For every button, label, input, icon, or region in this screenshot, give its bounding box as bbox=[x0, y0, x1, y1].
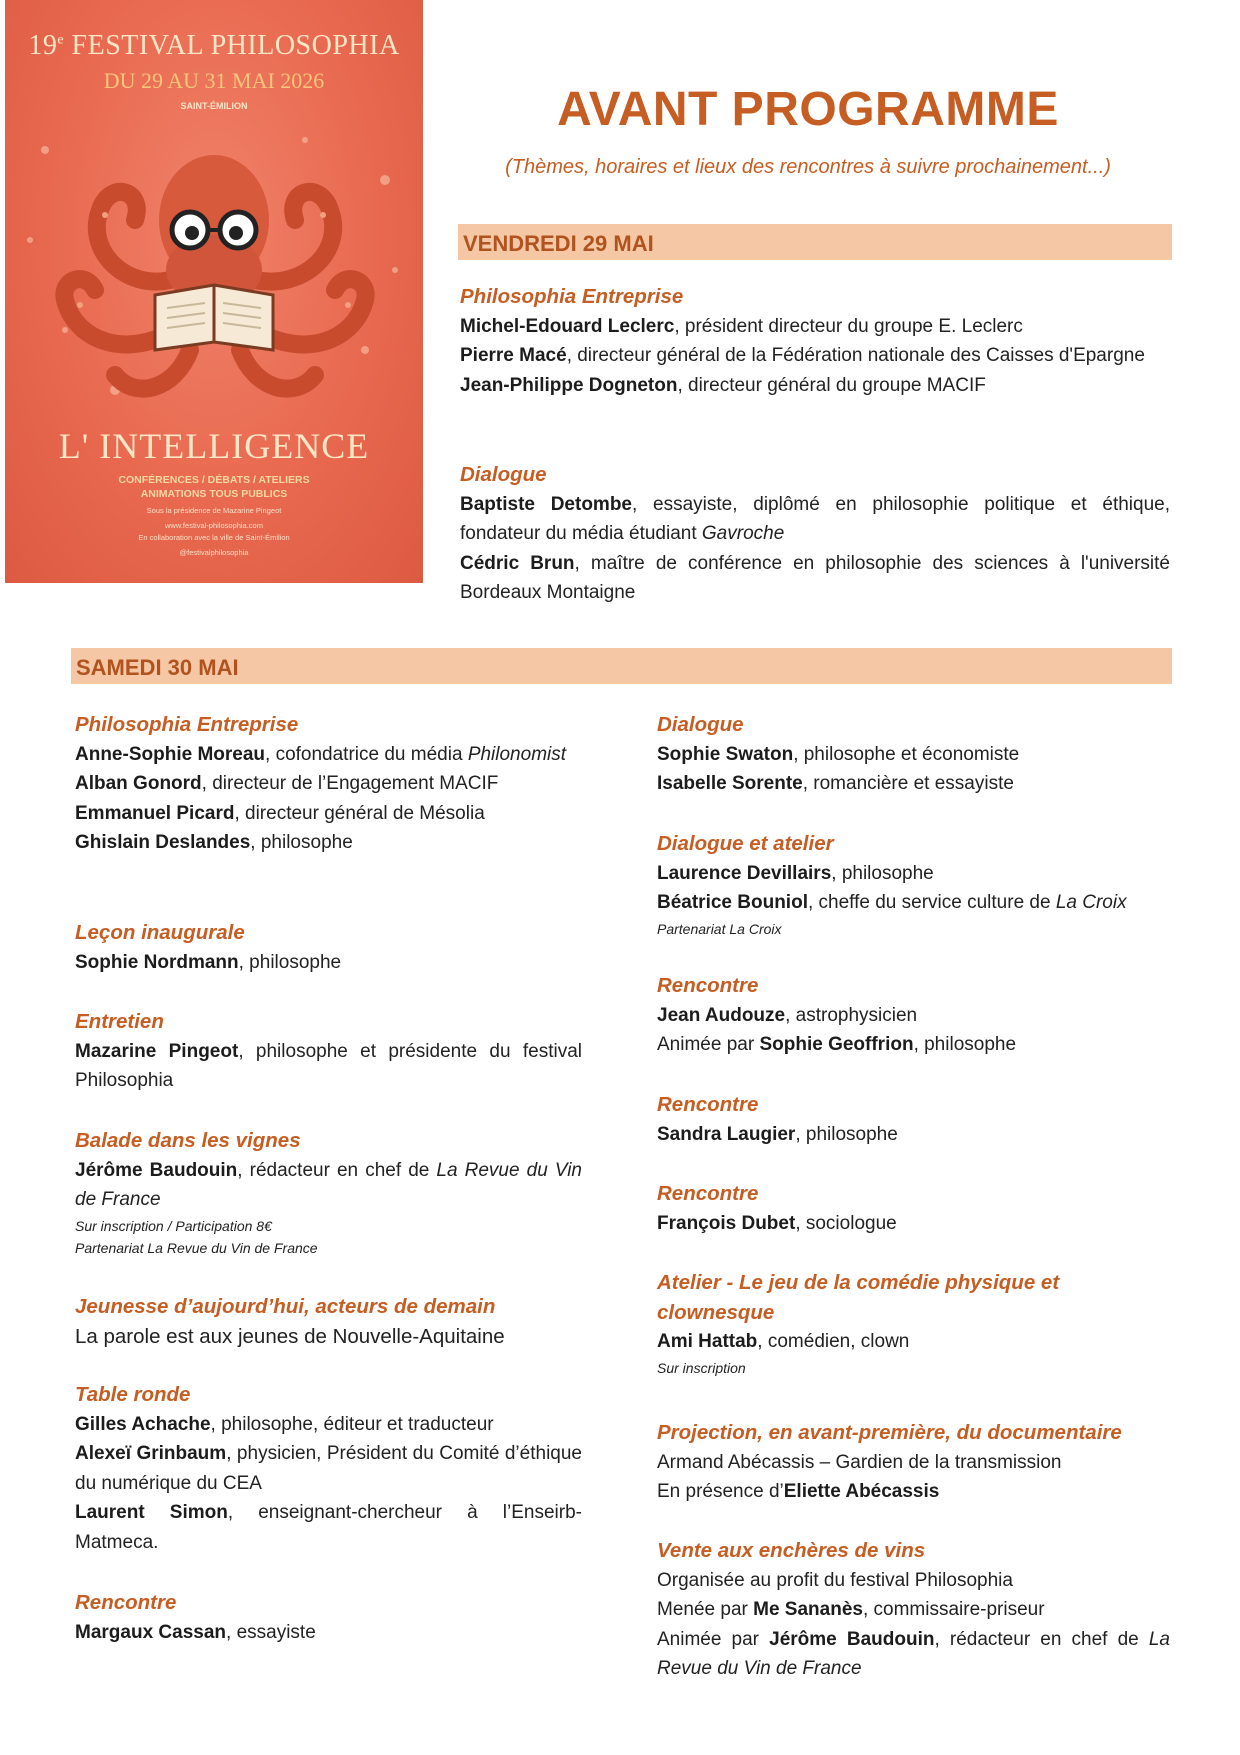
poster-dates: DU 29 AU 31 MAI 2026 bbox=[103, 68, 325, 93]
event-title: Rencontre bbox=[75, 1591, 177, 1614]
event-title: Dialogue bbox=[460, 463, 547, 486]
speaker: Emmanuel Picard, directeur général de Mésolia bbox=[75, 802, 485, 824]
event-title: Vente aux enchères de vins bbox=[657, 1539, 926, 1562]
speaker: Alban Gonord, directeur de l’Engagement MACIF bbox=[75, 773, 499, 794]
event-block bbox=[75, 918, 582, 977]
speaker: Margaux Cassan, essayiste bbox=[75, 1621, 316, 1643]
event-title: Rencontre bbox=[657, 974, 759, 997]
event-title: Entretien bbox=[75, 1010, 164, 1033]
speaker: François Dubet, sociologue bbox=[657, 1212, 897, 1234]
festival-poster bbox=[5, 0, 423, 583]
poster-place: SAINT-ÉMILION bbox=[180, 101, 248, 111]
event-line: Organisée au profit du festival Philosophia bbox=[657, 1569, 1013, 1591]
poster-small-1: Sous la présidence de Mazarine Pingeot bbox=[146, 506, 282, 515]
event-title: Dialogue et atelier bbox=[657, 832, 834, 855]
auctioneer: Menée par Me Sananès, commissaire-priseur bbox=[657, 1599, 1045, 1620]
speaker: Jean-Philippe Dogneton, directeur général du groupe MACIF bbox=[460, 374, 986, 396]
speaker: Laurence Devillairs, philosophe bbox=[657, 862, 934, 884]
event-block bbox=[657, 1418, 1170, 1507]
event-block bbox=[75, 710, 582, 858]
day-header-saturday: SAMEDI 30 MAI bbox=[71, 648, 1172, 684]
event-title: Philosophia Entreprise bbox=[75, 713, 299, 736]
event-title: Dialogue bbox=[657, 713, 744, 736]
speaker: Michel-Edouard Leclerc, président directeur du groupe E. Leclerc bbox=[460, 315, 1023, 337]
event-note: Partenariat La Revue du Vin de France bbox=[75, 1239, 318, 1256]
poster-title: 19e FESTIVAL PHILOSOPHIA bbox=[28, 30, 400, 61]
speaker: Cédric Brun, maître de conférence en philosophie des sciences à l'université Bordeaux Montaigne bbox=[460, 552, 1171, 603]
speaker: Isabelle Sorente, romancière et essayiste bbox=[657, 773, 1014, 794]
event-block bbox=[75, 1126, 582, 1259]
speaker: Laurent Simon, enseignant-chercheur à l’Enseirb-Matmeca. bbox=[75, 1502, 582, 1553]
speaker: Sophie Swaton, philosophe et économiste bbox=[657, 743, 1020, 765]
event-block bbox=[75, 1380, 582, 1557]
event-block bbox=[75, 1292, 582, 1351]
event-block bbox=[460, 282, 1170, 400]
speaker: Anne-Sophie Moreau, cofondatrice du média Philonomist bbox=[75, 743, 567, 765]
poster-small-2: www.festival-philosophia.com bbox=[165, 521, 263, 530]
event-block bbox=[657, 1268, 1170, 1379]
poster-headline: L' INTELLIGENCE bbox=[58, 426, 370, 466]
event-title: Projection, en avant-première, du documentaire bbox=[657, 1421, 1122, 1444]
event-block bbox=[460, 460, 1170, 608]
speaker: Ghislain Deslandes, philosophe bbox=[75, 832, 353, 853]
event-title: Table ronde bbox=[75, 1383, 191, 1406]
speaker: Jean Audouze, astrophysicien bbox=[657, 1004, 918, 1026]
octopus-reading-illustration bbox=[5, 120, 423, 420]
poster-subline-2: ANIMATIONS TOUS PUBLICS bbox=[140, 488, 288, 500]
event-title: Leçon inaugurale bbox=[75, 921, 245, 944]
speaker: Alexeï Grinbaum, physicien, Président du Comité d’éthique du numérique du CEA bbox=[75, 1443, 582, 1494]
event-title: Balade dans les vignes bbox=[75, 1129, 301, 1152]
event-title: Philosophia Entreprise bbox=[460, 285, 684, 308]
event-block bbox=[657, 1090, 1170, 1149]
speaker: Baptiste Detombe, essayiste, diplômé en philosophie politique et éthique, fondateur du média étudiant Gavroche bbox=[460, 493, 1171, 544]
event-block bbox=[657, 829, 1170, 940]
speaker: Gilles Achache, philosophe, éditeur et traducteur bbox=[75, 1413, 494, 1435]
event-line: La parole est aux jeunes de Nouvelle-Aquitaine bbox=[75, 1324, 505, 1348]
speaker: Pierre Macé, directeur général de la Fédération nationale des Caisses d'Epargne bbox=[460, 345, 1145, 366]
speaker: Sophie Nordmann, philosophe bbox=[75, 951, 342, 973]
speaker: Béatrice Bouniol, cheffe du service culture de La Croix bbox=[657, 892, 1127, 913]
day-header-friday: VENDREDI 29 MAI bbox=[458, 224, 1172, 260]
speaker: Sandra Laugier, philosophe bbox=[657, 1123, 898, 1145]
event-note: Sur inscription / Participation 8€ bbox=[75, 1217, 272, 1234]
event-block bbox=[75, 1007, 582, 1096]
event-block bbox=[657, 1179, 1170, 1238]
poster-small-4: @festivalphilosophia bbox=[179, 548, 249, 557]
moderator: Animée par Sophie Geoffrion, philosophe bbox=[657, 1034, 1017, 1055]
moderator: Animée par Jérôme Baudouin, rédacteur en chef de La Revue du Vin de France bbox=[657, 1628, 1170, 1679]
event-title: Jeunesse d’aujourd’hui, acteurs de demain bbox=[75, 1295, 496, 1318]
poster-small-3: En collaboration avec la ville de Saint-Émilion bbox=[138, 533, 290, 542]
event-note: Partenariat La Croix bbox=[657, 920, 782, 937]
guest: En présence d’Eliette Abécassis bbox=[657, 1481, 940, 1502]
speaker: Jérôme Baudouin, rédacteur en chef de La Revue du Vin de France bbox=[75, 1159, 582, 1210]
speaker: Mazarine Pingeot, philosophe et présidente du festival Philosophia bbox=[75, 1040, 582, 1091]
poster-subline-1: CONFÉRENCES / DÉBATS / ATELIERS bbox=[118, 474, 310, 486]
event-title: Atelier - Le jeu de la comédie physique et clownesque bbox=[657, 1271, 1060, 1324]
event-title: Rencontre bbox=[657, 1093, 759, 1116]
event-block bbox=[657, 710, 1170, 799]
event-block bbox=[657, 971, 1170, 1060]
event-block bbox=[75, 1588, 582, 1647]
speaker: Ami Hattab, comédien, clown bbox=[657, 1331, 910, 1352]
event-line: Armand Abécassis – Gardien de la transmission bbox=[657, 1451, 1062, 1473]
event-title: Rencontre bbox=[657, 1182, 759, 1205]
event-block bbox=[657, 1536, 1170, 1684]
page-subtitle: (Thèmes, horaires et lieux des rencontres à suivre prochainement...) bbox=[505, 156, 1111, 178]
event-note: Sur inscription bbox=[657, 1359, 746, 1376]
page-title: AVANT PROGRAMME bbox=[557, 83, 1059, 136]
